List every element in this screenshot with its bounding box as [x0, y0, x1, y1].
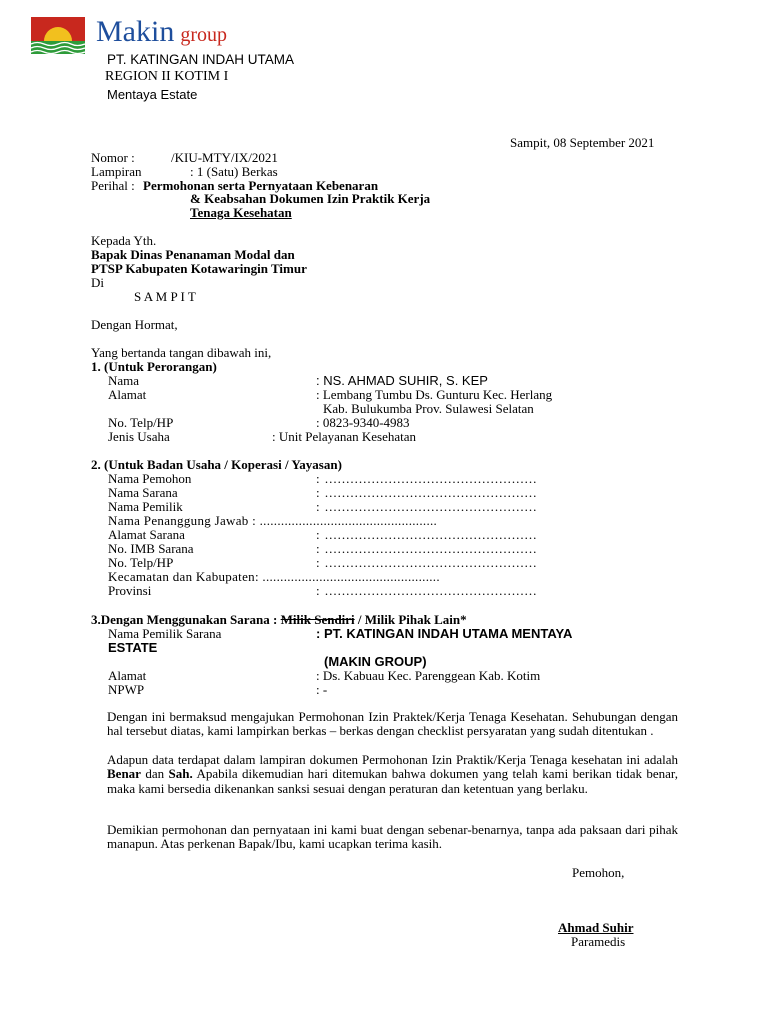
section3-heading-prefix: 3.Dengan Menggunakan Sarana :: [91, 612, 281, 627]
alamat-value1: : Lembang Tumbu Ds. Gunturu Kec. Herlang: [316, 387, 553, 402]
alamat-label: Alamat: [108, 387, 147, 402]
section3-heading-struck: Milik Sendiri: [280, 612, 355, 627]
field-value: : ..................................................: [316, 555, 538, 570]
field-value: : ..................................................: [316, 583, 538, 598]
section3-heading: [91, 613, 467, 627]
p2-start: Adapun data terdapat dalam lampiran dokumen Permohonan Izin Praktik/Kerja Tenaga kesehatan ini adalah: [107, 752, 678, 767]
perihal-line3: Tenaga Kesehatan: [190, 205, 292, 220]
pemilik-value3: (MAKIN GROUP): [324, 654, 427, 669]
p2-mid: dan: [140, 766, 169, 782]
kepada-yth: Kepada Yth.: [91, 233, 157, 248]
closing-pemohon: Pemohon,: [572, 865, 625, 880]
nomor-value: /KIU-MTY/IX/2021: [171, 150, 278, 165]
region-name: REGION II KOTIM I: [105, 69, 229, 84]
signatory-name: Ahmad Suhir: [558, 920, 634, 935]
makin-group-logo: [31, 17, 85, 54]
field-value: : ..................................................: [316, 499, 538, 514]
lampiran-label: Lampiran: [91, 164, 142, 179]
recipient-line1: Bapak Dinas Penanaman Modal dan: [91, 247, 295, 262]
npwp-value: : -: [316, 682, 328, 697]
field-label: No. IMB Sarana: [108, 541, 194, 556]
field-label: No. Telp/HP: [108, 555, 174, 570]
signatory-title: Paramedis: [571, 934, 626, 949]
sarana-alamat-value: : Ds. Kabuau Kec. Parenggean Kab. Kotim: [316, 668, 541, 683]
telp-label: No. Telp/HP: [108, 415, 174, 430]
usaha-value: : Unit Pelayanan Kesehatan: [272, 429, 417, 444]
perihal-line1: Permohonan serta Pernyataan Kebenaran: [143, 178, 379, 193]
paragraph-closing: Demikian permohonan dan pernyataan ini kami buat dengan sebenar-benarnya, tanpa ada paksaan dari pihak manapun. Atas perkenan Bapak/Ibu, kami ucapkan terima kasih.: [107, 822, 678, 852]
nama-value: : NS. AHMAD SUHIR, S. KEP: [316, 373, 488, 388]
lampiran-value: : 1 (Satu) Berkas: [190, 164, 278, 179]
field-label: Kecamatan dan Kabupaten: ..................................................: [108, 569, 440, 584]
pemilik-value2: ESTATE: [108, 640, 158, 655]
nama-label: Nama: [108, 373, 140, 388]
alamat-value2: Kab. Bulukumba Prov. Sulawesi Selatan: [323, 401, 534, 416]
field-label: Alamat Sarana: [108, 527, 185, 542]
brand-name: [96, 15, 227, 54]
pemilik-label: Nama Pemilik Sarana: [108, 626, 222, 641]
field-label: Nama Penanggung Jawab : ..................................................: [108, 513, 438, 528]
letter-date: Sampit, 08 September 2021: [510, 135, 655, 150]
field-value: : ..................................................: [316, 541, 538, 556]
field-value: : ..................................................: [316, 485, 538, 500]
perihal-label: Perihal :: [91, 178, 135, 193]
sarana-alamat-label: Alamat: [108, 668, 147, 683]
p2-end: Apabila dikemudian hari ditemukan bahwa dokumen yang telah kami berikan tidak benar, maka kami bersedia dikenankan sanksi sesuai dengan peraturan dan ketentuan yang berlaku.: [107, 766, 678, 796]
paragraph-intent: Dengan ini bermaksud mengajukan Permohonan Izin Praktek/Kerja Tenaga Kesehatan. Sehubungan dengan hal tersebut diatas, kami lampirkan berkas – berkas dengan checklist persyaratan yang sudah ditentukan .: [107, 709, 678, 739]
estate-name: Mentaya Estate: [107, 87, 198, 102]
company-name: PT. KATINGAN INDAH UTAMA: [107, 52, 295, 67]
field-label: Nama Pemilik: [108, 499, 183, 514]
paragraph-declaration: [107, 753, 678, 796]
brand-makin: Makin: [96, 15, 175, 48]
recipient-di: Di: [91, 275, 104, 290]
field-label: Nama Sarana: [108, 485, 178, 500]
field-value: : ..................................................: [316, 527, 538, 542]
section3-heading-suffix: / Milik Pihak Lain*: [354, 612, 467, 627]
nomor-label: Nomor :: [91, 150, 135, 165]
p2-bold-benar: Benar: [107, 766, 141, 782]
pemilik-value1: : PT. KATINGAN INDAH UTAMA MENTAYA: [316, 626, 573, 641]
usaha-label: Jenis Usaha: [108, 429, 170, 444]
perihal-line2: & Keabsahan Dokumen Izin Praktik Kerja: [190, 191, 431, 206]
section1-heading: 1. (Untuk Perorangan): [91, 359, 217, 374]
p2-bold-sah: Sah.: [168, 766, 193, 782]
greeting: Dengan Hormat,: [91, 317, 178, 332]
section2-heading: 2. (Untuk Badan Usaha / Koperasi / Yayasan): [91, 457, 342, 472]
field-label: Provinsi: [108, 583, 152, 598]
recipient-city: S A M P I T: [134, 289, 196, 304]
intro: Yang bertanda tangan dibawah ini,: [91, 345, 272, 360]
npwp-label: NPWP: [108, 682, 145, 697]
telp-value: : 0823-9340-4983: [316, 415, 410, 430]
recipient-line2: PTSP Kabupaten Kotawaringin Timur: [91, 261, 307, 276]
field-label: Nama Pemohon: [108, 471, 192, 486]
brand-group: group: [180, 24, 227, 46]
field-value: : ..................................................: [316, 471, 538, 486]
